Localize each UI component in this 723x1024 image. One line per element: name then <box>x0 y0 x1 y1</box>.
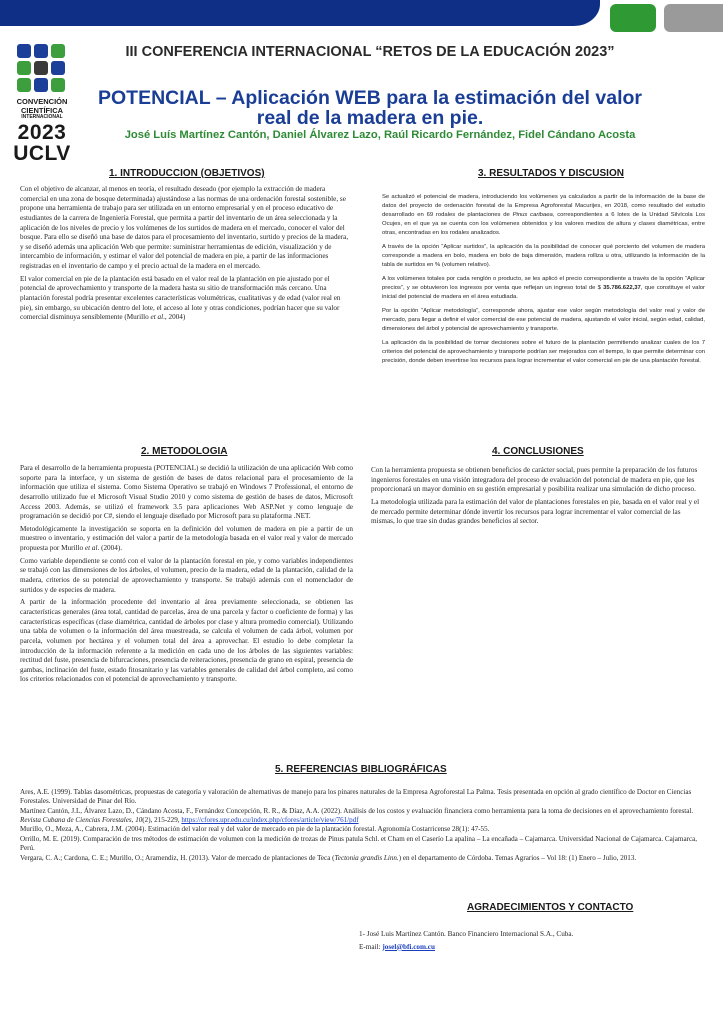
method-paragraph-1: Para el desarrollo de la herramienta propuesta (POTENCIAL) se decidió la utilización de una aplicación Web como soporte para la interface, y un sistema de gestión de bases de datos relacional para el procesamiento de la información que utiliza el sistema. Como Sistema Operativo se trabajó en Windows 7 Professional, el entorno de desarrollo utilizado fue el Microsoft Visual Studio 2010 y como sistema de gestión de bases de datos, Microsoft Access 2003. Además, se utilizó el framework 3.5 para aplicaciones Web ASP.Net y como lenguaje de programación se decidió por C#, siendo el lenguaje diseñado por Microsoft para su plataforma .NET. <box>20 464 353 521</box>
contact-heading: AGRADECIMIENTOS Y CONTACTO <box>467 902 634 913</box>
results-paragraph-2: A través de la opción “Aplicar surtidos”, la aplicación da la posibilidad de conocer qué porciento del volumen de madera corresponde a madera en bolo, madera en bolo de baja dimensión, madera rolliza u otra, utilizando la información de la tabla de surtidos en % (volumen relativo). <box>382 243 705 268</box>
intro-heading: 1. INTRODUCCION (OBJETIVOS) <box>109 168 265 179</box>
method-paragraph-3: Como variable dependiente se contó con el valor de la plantación forestal en pie, y como variables independientes se trabajó con las dimensiones de los árboles, el volumen, precio de la madera, edad de la plantación, calidad de la madera, criterios de su potencial de aprovechamiento y transporte. Se trabajó además con el nomenclador de surtidos y de especies de madera. <box>20 556 353 594</box>
conference-title: III CONFERENCIA INTERNACIONAL “RETOS DE LA EDUCACIÓN 2023” <box>125 44 615 60</box>
contact-body <box>359 930 705 955</box>
references-list <box>20 788 705 863</box>
logo-line1: CONVENCIÓN <box>16 97 68 106</box>
header-band-green <box>610 4 656 32</box>
conference-logo <box>12 44 72 164</box>
method-paragraph-4: A partir de la información procedente del inventario al área previamente seleccionada, se obtienen las características generales (área total, cantidad de parcelas, área de una parcela y factor o coeficiente de forma) y las características específicas (clase diamétrica, cantidad de árboles por clase y altura promedio comercial). Utilizando una tabla de volumen o la información del área muestreada, se calcula el volumen de cada árbol, volumen por parcela, volumen por hectárea y el volumen total del área a aprovechar. El estudio lo debe completar la introducción de la información referente a la medición en cada uno de los árboles de las siguientes variables: rectitud del fuste, presencia de bifurcaciones, presencia de reiteraciones, presencia de grano en espiral, presencia de gambas, inclinación del fuste, estado fitosanitario y las variables generales de calidad del árbol completo, así como los criterios relacionados con el potencial de aprovechamiento y transporte. <box>20 598 353 684</box>
method-heading: 2. METODOLOGIA <box>141 446 228 457</box>
logo-mark-icon <box>17 44 72 92</box>
poster-title-line1: POTENCIAL – Aplicación WEB para la estimación del valor <box>98 87 642 109</box>
conclusions-body <box>371 466 705 530</box>
results-paragraph-5: La aplicación da la posibilidad de tomar decisiones sobre el futuro de la plantación permitiendo analizar cuales de los 7 criterios del potencial de aprovechamiento y transporte podrían ser mejorados con el tiempo, lo que permite determinar con precisión, donde deben invertirse los recursos para lograr incrementar el valor comercial en pie de una plantación forestal. <box>382 339 705 364</box>
results-paragraph-4: Por la opción “Aplicar metodología”, corresponde ahora, ajustar ese valor según metodología del valor real y valor de mercado, para llegar a definir el valor comercial de ese potencial de madera, ajustando el valor inicial, según edad, calidad, dimensiones del árbol y potencial de aprovechamiento y transporte. <box>382 307 705 332</box>
results-paragraph-1: Se actualizó el potencial de madera, introduciendo los volúmenes ya calculados a partir de la información de la base de datos del proyecto de ordenación forestal de la Empresa Agroforestal Macurijes, en 2018, como resultado del estudio desarrollado en 69 rodales de plantaciones de Pinus caribaea, correspondientes a 6 lotes de la Unidad Silvícola Los Ocujes, en el que ya se cuenta con los volúmenes obtenidos y los valores medios de altura y clases diamétricas, entre otras, encontradas en los rodales analizados. <box>382 194 706 236</box>
authors: José Luís Martínez Cantón, Daniel Álvarez Lazo, Raúl Ricardo Fernández, Fidel Cándano Acosta <box>124 129 636 141</box>
conclusions-paragraph-2: La metodología utilizada para la estimación del valor de plantaciones forestales en pie, basada en el valor real y el de mercado permite determinar dónde invertir los recursos para lograr incrementar el valor comercial de las mismas, lo que trae sin dudas grandes beneficios al sector. <box>371 497 700 526</box>
intro-body <box>20 185 353 326</box>
contact-email-line: E-mail: josel@bfi.com.cu <box>359 942 435 951</box>
reference-item: Orrillo, M. E. (2019). Comparación de tres métodos de estimación de volumen con la medición de trozas de Pinus patula Schl. et Cham en el Caserío La apalina – La encañada – Cajamarca. Universidad Nacional de Cajamarca. Cajamarca, Perú. <box>20 834 698 853</box>
results-body <box>382 193 705 370</box>
poster-title <box>90 88 650 129</box>
intro-paragraph-1: Con el objetivo de alcanzar, al menos en teoría, el resultado deseado (por ejemplo la extracción de madera comercial en una zona de bosque determinada) ajustándose a las normas de una ordenación forestal sostenible, se propone una herramienta de trabajo para ser utilizada en un entorno empresarial y en el proceso educativo de estudiantes de la carrera de Ingeniería Forestal, que permita a partir del inventario de un área seleccionada y la aplicación de los niveles de precio y los volúmenes de los surtidos de madera en el mercado, conocer el valor del bosque. Para ello se diseñó una base de datos para el procesamiento del inventario, surtido y precios de la madera, y se diseñó además una aplicación Web que permite: suministrar herramientas de edición, visualización y de intercambio de información, y estimar el valor del potencial de madera en pie, a partir de las informaciones registradas en el inventario de campo y el precio actual de la madera en el mercado. <box>20 185 349 271</box>
results-heading: 3. RESULTADOS Y DISCUSION <box>478 168 624 179</box>
header-band-gray <box>664 4 723 32</box>
poster-title-line2: real de la madera en pie. <box>256 107 484 130</box>
reference-link[interactable]: https://cfores.upr.edu.cu/index.php/cfores/article/view/761/pdf <box>181 816 359 825</box>
conclusions-heading: 4. CONCLUSIONES <box>492 446 584 457</box>
method-body <box>20 464 353 688</box>
reference-item: Murillo, O., Meza, A., Cabrera, J.M. (2004). Estimación del valor real y del valor de mercado en pie de la plantación forestal. Agronomía Costarricense 28(1): 47-55. <box>20 825 490 834</box>
contact-email-link[interactable]: josel@bfi.com.cu <box>382 942 435 951</box>
intro-paragraph-2: El valor comercial en pie de la plantación está basado en el valor real de la plantación en pie ajustado por el potencial de aprovechamiento y transporte de la madera hasta su sitio de transformación más cercano. Una plantación forestal podría presentar excelentes características volumétricas, cualitativas y de edad (valor real en pie), sin embargo, su ubicación dentro del lote, el acceso al lote y otras condiciones, podrían hacer que su valor comercial disminuya sensiblemente (Murillo et al., 2004) <box>20 274 341 322</box>
results-paragraph-3: A los volúmenes totales por cada renglón o producto, se les aplicó el precio correspondiente a través de la opción “Aplicar precios”, y se obtuvieron los ingresos por venta que reflejan un ingreso total de $ 35.786.622,37, que constituye el valor inicial del potencial de madera en el área estudiada. <box>382 275 705 300</box>
reference-item: Martínez Cantón, J.L, Álvarez Lazo, D., Cándano Acosta, F., Fernández Concepción, R. R., & Díaz, A.A. (2022). Análisis de los costos y evaluación financiera como herramienta para la toma de decisiones en el aprovechamiento forestal. Revista Cubana de Ciencias Forestales, 10(2), 215-229, https://cfores.upr.edu.cu/index.php/cfores/article/view/761/pdf <box>20 806 694 825</box>
reference-item: Vergara, C. A.; Cardona, C. E.; Murillo, O.; Aramendiz, H. (2013). Valor de mercado de plantaciones de Teca (Tectonia grandis Linn.) en el departamento de Córdoba. Temas Agrarios – Vol 18: (1) Enero – Julio, 2013. <box>20 853 637 862</box>
header-band-blue <box>0 0 600 26</box>
references-heading: 5. REFERENCIAS BIBLIOGRÁFICAS <box>275 764 447 775</box>
header-band <box>0 0 723 30</box>
logo-year: 2023 <box>17 121 67 144</box>
logo-uclv: UCLV <box>13 142 71 165</box>
reference-item: Ares, A.E. (1999). Tablas dasométricas, propuestas de categoría y valoración de alternativas de manejo para los pinares naturales de la Empresa Agroforestal La Palma. Tesis presentada en opción al grado científico de Doctor en Ciencias Forestales. Universidad de Pinar del Río. <box>20 788 692 806</box>
conclusions-paragraph-1: Con la herramienta propuesta se obtienen beneficios de carácter social, pues permite la preparación de los futuros ingenieros forestales en una visión integradora del proceso de evaluación del potencial de madera en pie, que les proporcionará un mayor dominio en su gestión empresarial y posibilita realizar una simulación de dicho proceso. <box>371 466 698 494</box>
logo-line3: INTERNACIONAL <box>21 114 63 120</box>
logo-line2: CIENTÍFICA <box>20 105 64 115</box>
method-paragraph-2: Metodológicamente la investigación se soporta en la definición del volumen de madera en pie a partir de un muestreo o inventario, y estimación del valor a partir de la metodología basada en el valor real y valor de mercado propuesta por Murillo et al. (2004). <box>20 524 353 553</box>
contact-line: 1- José Luis Martínez Cantón. Banco Financiero Internacional S.A., Cuba. <box>359 930 574 938</box>
